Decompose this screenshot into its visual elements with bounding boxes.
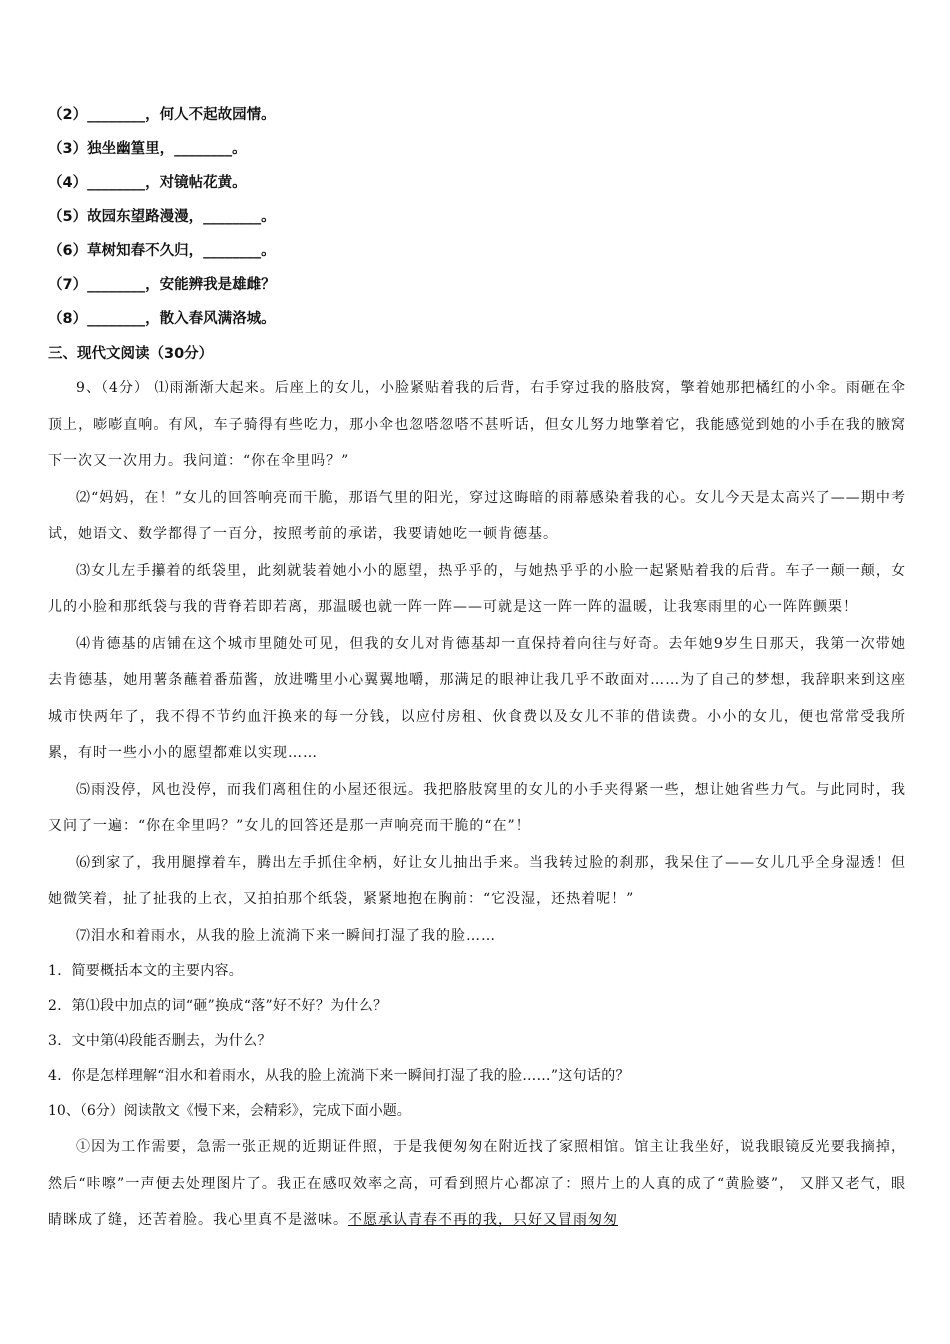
question-9 bbox=[48, 370, 906, 1094]
fill-blank-item-8: （8）________，散入春风满洛城。 bbox=[48, 311, 276, 327]
fill-blank-item-4: （4）________，对镜帖花黄。 bbox=[48, 175, 247, 191]
q10-paragraph-1 bbox=[48, 1129, 906, 1239]
fill-blank-item-5: （5）故园东望路漫漫，________。 bbox=[48, 209, 276, 225]
fill-blank-item-2: （2）________，何人不起故园情。 bbox=[48, 107, 276, 123]
q9-paragraph-7: ⑺泪水和着雨水，从我的脸上流淌下来一瞬间打湿了我的脸…… bbox=[76, 927, 496, 944]
q9-subquestion-3: 3．文中第⑷段能否删去，为什么？ bbox=[48, 1033, 272, 1049]
q9-paragraph-5: ⑸雨没停，风也没停，而我们离租住的小屋还很远。我把胳肢窝里的女儿的小手夹得紧一些，想让她省些力气。与此同时，我又问了一遍：“你在伞里吗？”女儿的回答还是那一声响亮而干脆的“在”！ bbox=[48, 781, 906, 834]
q9-paragraph-6: ⑹到家了，我用腿撑着车，腾出左手抓住伞柄，好让女儿抽出手来。当我转过脸的刹那，我呆住了——女儿几乎全身湿透！但她微笑着，扯了扯我的上衣，又拍拍那个纸袋，紧紧地抱在胸前：“它没湿，还热着呢！” bbox=[48, 854, 906, 907]
q10-underlined-sentence: 不愿承认青春不再的我，只好又冒雨匆匆 bbox=[348, 1212, 618, 1228]
q9-paragraph-1-text: ⑴雨渐渐大起来。后座上的女儿，小脸紧贴着我的后背，右手穿过我的胳肢窝，擎着她那把橘红的小伞。雨砸在伞顶上，嘭嘭直响。有风，车子骑得有些吃力，那小伞也忽嗒忽嗒不甚听话，但女儿努力地擎着它，我能感觉到她的小手在我的腋窝下一次又一次用力。我问道：“你在伞里吗？” bbox=[48, 380, 906, 469]
section-title-modern-reading: 三、现代文阅读（30分） bbox=[48, 346, 214, 362]
fill-blank-list bbox=[48, 98, 906, 336]
q9-subquestion-4: 4．你是怎样理解“泪水和着雨水，从我的脸上流淌下来一瞬间打湿了我的脸……”这句话的？ bbox=[48, 1068, 630, 1084]
q9-paragraph-1 bbox=[48, 370, 906, 480]
q9-paragraph-3: ⑶女儿左手攥着的纸袋里，此刻就装着她小小的愿望，热乎乎的，与她热乎乎的小脸一起紧贴着我的后背。车子一颠一颠，女儿的小脸和那纸袋与我的背脊若即若离，那温暖也就一阵一阵——可就是这一阵一阵的温暖，让我寒雨里的心一阵阵颤栗！ bbox=[48, 562, 906, 615]
q9-header: 9、（4分） bbox=[76, 380, 149, 396]
fill-blank-item-6: （6）草树知春不久归，________。 bbox=[48, 243, 276, 259]
q9-paragraph-4: ⑷肯德基的店铺在这个城市里随处可见，但我的女儿对肯德基却一直保持着向往与好奇。去年她9岁生日那天，我第一次带她去肯德基，她用薯条蘸着番茄酱，放进嘴里小心翼翼地嚼，那满足的眼神让我几乎不敢面对……为了自己的梦想，我辞职来到这座城市快两年了，我不得不节约血汗换来的每一分钱，以应付房租、伙食费以及女儿不菲的借读费。小小的女儿，便也常常受我所累，有时一些小小的愿望都难以实现…… bbox=[48, 635, 906, 761]
fill-blank-item-7: （7）________，安能辨我是雄雌？ bbox=[48, 277, 276, 293]
q10-header: 10、（6分）阅读散文《慢下来，会精彩》，完成下面小题。 bbox=[48, 1103, 411, 1119]
q10-paragraph-1-text: ①因为工作需要，急需一张正规的近期证件照，于是我便匆匆在附近找了家照相馆。馆主让我坐好，说我眼镜反光要我摘掉，然后“咔嚓”一声便去处理图片了。我正在感叹效率之高，可看到照片心都凉了：照片上的人真的成了“黄脸婆”， 又胖又老气，眼睛眯成了缝，还苦着脸。我心里真不是滋味。 bbox=[48, 1139, 906, 1228]
fill-blank-item-3: （3）独坐幽篁里，________。 bbox=[48, 141, 247, 157]
q9-paragraph-2: ⑵“妈妈，在！”女儿的回答响亮而干脆，那语气里的阳光，穿过这晦暗的雨幕感染着我的心。女儿今天是太高兴了——期中考试，她语文、数学都得了一百分，按照考前的承诺，我要请她吃一顿肯德基。 bbox=[48, 489, 906, 542]
q9-subquestion-1: 1．简要概括本文的主要内容。 bbox=[48, 963, 244, 979]
q9-subquestion-2: 2．第⑴段中加点的词“砸”换成“落”好不好？为什么？ bbox=[48, 998, 388, 1014]
question-10 bbox=[48, 1094, 906, 1239]
